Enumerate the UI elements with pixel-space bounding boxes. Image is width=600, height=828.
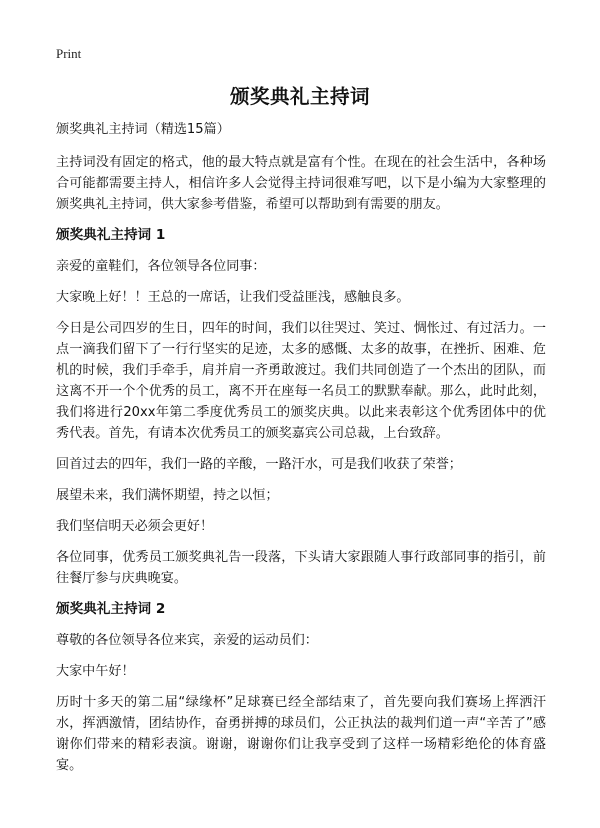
paragraph: 各位同事，优秀员工颁奖典礼告一段落，下头请大家跟随人事行政部同事的指引，前往餐厅参与庆典晚宴。 (56, 550, 546, 586)
document-title: 颁奖典礼主持词 (229, 85, 370, 108)
section-heading-2: 颁奖典礼主持词 2 (56, 601, 166, 617)
document-body (56, 119, 546, 786)
paragraph: 回首过去的四年，我们一路的辛酸，一路汗水，可是我们收获了荣誉； (56, 457, 462, 472)
intro-paragraph: 主持词没有固定的格式，他的最大特点就是富有个性。在现在的社会生活中，各种场合可能都需要主持人，相信许多人会觉得主持词很难写吧，以下是小编为大家整理的颁奖典礼主持词，供大家参考借鉴，希望可以帮助到有需要的朋友。 (56, 155, 546, 212)
paragraph: 亲爱的童鞋们，各位领导各位同事： (56, 259, 266, 274)
paragraph: 历时十多天的第二届“绿缘杯”足球赛已经全部结束了，首先要向我们赛场上挥洒汗水，挥洒激情，团结协作，奋勇拼搏的球员们，公正执法的裁判们道一声“辛苦了”感谢你们带来的精彩表演。谢谢，谢谢你们让我享受到了这样一场精彩绝伦的体育盛宴。 (56, 695, 546, 773)
paragraph: 大家中午好！ (56, 664, 135, 679)
section-heading-1: 颁奖典礼主持词 1 (56, 227, 166, 243)
paragraph: 尊敬的各位领导各位来宾，亲爱的运动员们： (56, 633, 318, 648)
paragraph: 我们坚信明天必须会更好！ (56, 519, 214, 534)
paragraph: 今日是公司四岁的生日，四年的时间，我们以往哭过、笑过、惆怅过、有过活力。一点一滴我们留下了一行行坚实的足迹，太多的感慨、太多的故事，在挫折、困难、危机的时候，我们手牵手，肩并肩一齐勇敢渡过。我们共同创造了一个杰出的团队，而这离不开一个个优秀的员工，离不开在座每一名员工的默默奉献。那么，此时此刻，我们将进行20xx年第二季度优秀员工的颁奖庆典。以此来表彰这个优秀团体中的优秀代表。首先，有请本次优秀员工的颁奖嘉宾公司总裁，上台致辞。 (56, 321, 546, 441)
print-label[interactable]: Print (56, 46, 82, 61)
paragraph: 大家晚上好！！王总的一席话，让我们受益匪浅，感触良多。 (56, 290, 410, 305)
paragraph: 展望未来，我们满怀期望，持之以恒； (56, 488, 279, 503)
document-subtitle: 颁奖典礼主持词（精选15篇） (56, 122, 230, 137)
